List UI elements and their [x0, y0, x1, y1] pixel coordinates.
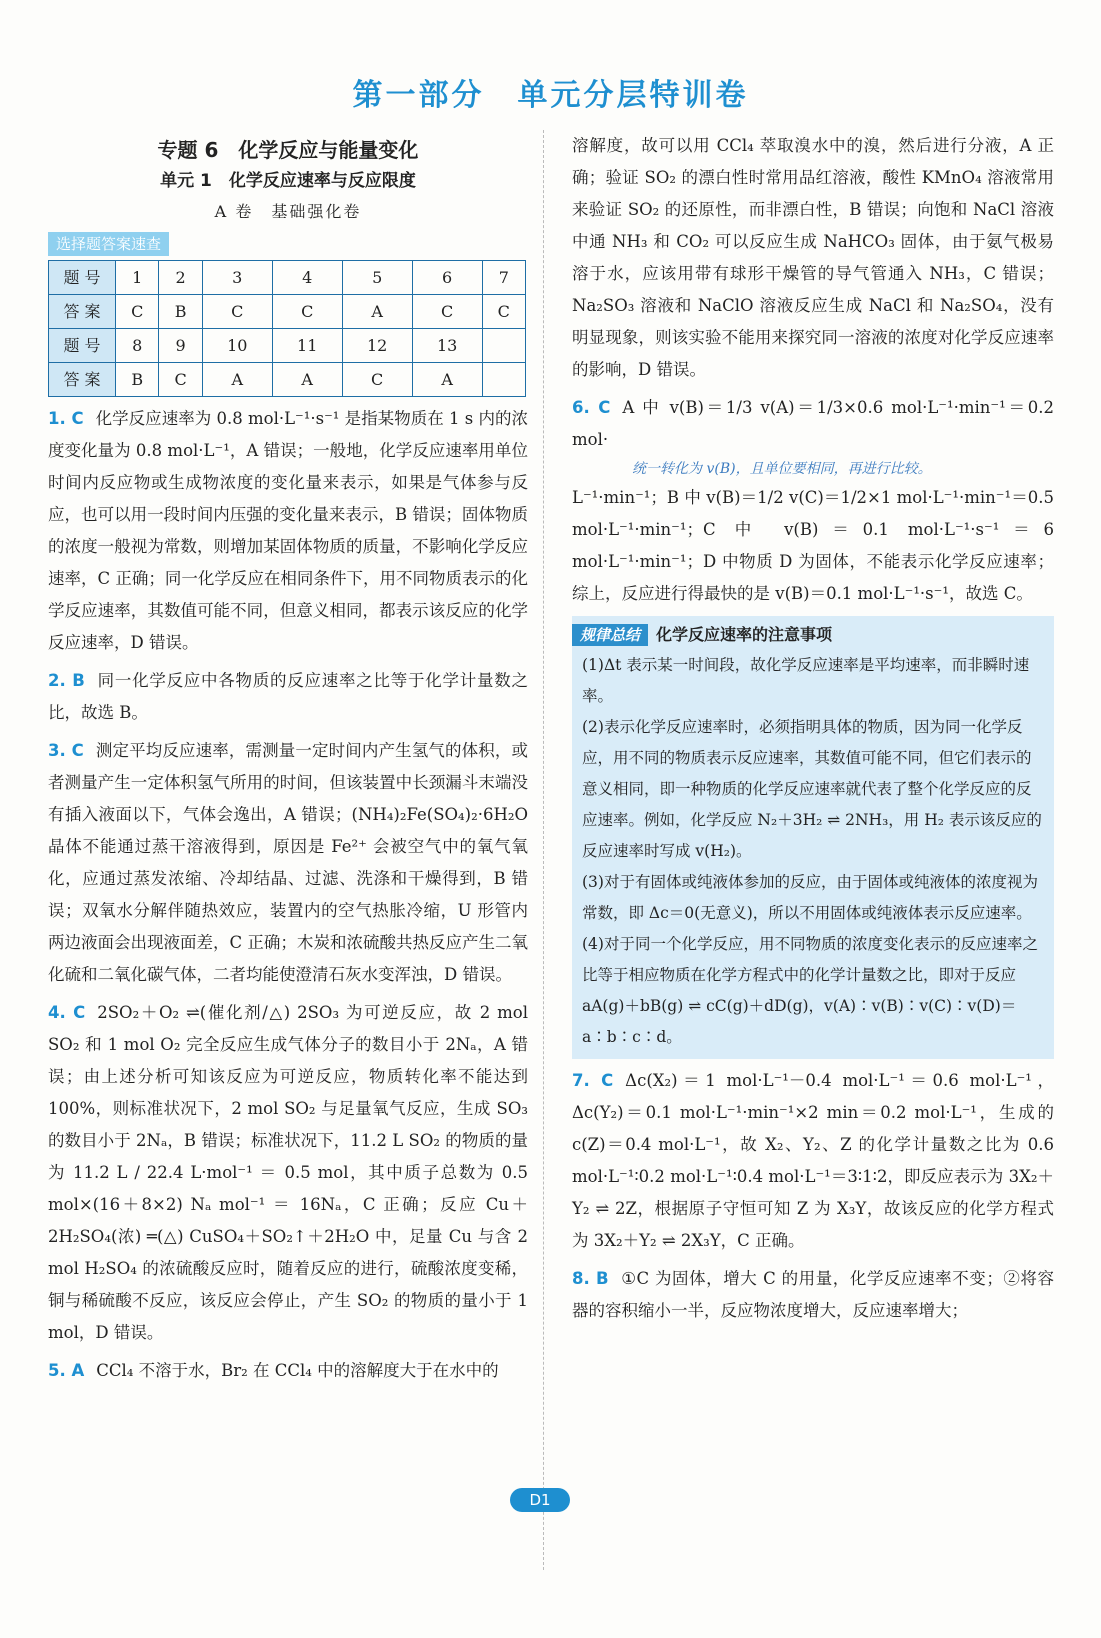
answer-cell: A: [272, 363, 342, 397]
item-number: 4. C: [48, 1003, 86, 1022]
unit-title: 单元 1 化学反应速率与反应限度: [160, 171, 416, 191]
summary-point: (4)对于同一个化学反应，用不同物质的浓度变化表示的反应速率之比等于相应物质在化学方程式中的化学计量数之比，即对于反应 aA(g)＋bB(g) ⇌ cC(g)＋dD(g)，v(A)∶v(B)∶v(C)∶v(D)＝a∶b∶c∶d。: [582, 935, 1038, 1046]
answer-item-7: [572, 1065, 1054, 1257]
item-number: 6. C: [572, 398, 611, 417]
answer-item-8: [572, 1263, 1054, 1327]
row-label: 题 号: [49, 261, 116, 295]
item-text: ①C 为固体，增大 C 的用量，化学反应速率不变；②将容器的容积缩小一半，反应物浓度增大，反应速率增大；: [572, 1269, 1054, 1320]
answer-table: [48, 260, 526, 397]
answer-cell: C: [202, 295, 272, 329]
item-text: 测定平均反应速率，需测量一定时间内产生氢气的体积，或者测量产生一定体积氢气所用的时间，但该装置中长颈漏斗末端没有插入液面以下，气体会逸出，A 错误；(NH₄)₂Fe(SO₄)₂·6H₂O 晶体不能通过蒸干溶液得到，原因是 Fe²⁺ 会被空气中的氧气氧化，应通过蒸发浓缩、冷却结晶、过滤、洗涤和干燥得到，B 错误；双氧水分解伴随热效应，装置内的空气热胀冷缩，U 形管内两边液面会出现液面差，C 正确；木炭和浓硫酸共热反应产生二氧化硫和二氧化碳气体，二者均能使澄清石灰水变浑浊，D 错误。: [48, 741, 528, 984]
answer-item-1: [48, 403, 528, 659]
table-row: [49, 363, 526, 397]
table-row: [49, 261, 526, 295]
answer-cell: C: [482, 295, 525, 329]
answer-item-4: [48, 997, 528, 1349]
item-text: 同一化学反应中各物质的反应速率之比等于化学计量数之比，故选 B。: [48, 671, 529, 722]
question-number: 6: [412, 261, 482, 295]
summary-point: (1)Δt 表示某一时间段，故化学反应速率是平均速率，而非瞬时速率。: [582, 656, 1030, 705]
question-number: 7: [482, 261, 525, 295]
left-column: [48, 130, 528, 1387]
question-number: 11: [272, 329, 342, 363]
question-number: 10: [202, 329, 272, 363]
right-column: [572, 130, 1054, 1327]
item-text: A 中 v(B)＝1/3 v(A)＝1/3×0.6 mol·L⁻¹·min⁻¹＝0.2 mol·: [572, 398, 1054, 449]
item-number: 8. B: [572, 1269, 609, 1288]
table-row: [49, 295, 526, 329]
answer-cell: B: [159, 295, 202, 329]
page-number: D1: [510, 1488, 570, 1512]
item-text: 2SO₂＋O₂ ⇌(催化剂/△) 2SO₃ 为可逆反应，故 2 mol SO₂ 和 1 mol O₂ 完全反应生成气体分子的数目小于 2Nₐ，A 错误；由上述分析可知该反应为可逆反应，物质转化率不能达到 100%，则标准状况下，2 mol SO₂ 与足量氧气反应，生成 SO₃ 的数目小于 2Nₐ，B 错误；标准状况下，11.2 L SO₂ 的物质的量为 11.2 L / 22.4 L·mol⁻¹ ＝ 0.5 mol，其中质子总数为 0.5 mol×(16＋8×2) Nₐ mol⁻¹ ＝ 16Nₐ，C 正确；反应 Cu＋2H₂SO₄(浓) ═(△) CuSO₄＋SO₂↑＋2H₂O 中，足量 Cu 与含 2 mol H₂SO₄ 的浓硫酸反应时，随着反应的进行，硫酸浓度变稀，铜与稀硫酸不反应，该反应会停止，产生 SO₂ 的物质的量小于 1 mol，D 错误。: [48, 1003, 528, 1342]
answer-cell: A: [342, 295, 412, 329]
question-number: [482, 329, 525, 363]
answer-cell: C: [342, 363, 412, 397]
part-banner: 第一部分 单元分层特训卷: [352, 78, 749, 113]
question-number: 12: [342, 329, 412, 363]
item-text: 化学反应速率为 0.8 mol·L⁻¹·s⁻¹ 是指某物质在 1 s 内的浓度变化量为 0.8 mol·L⁻¹，A 错误；一般地，化学反应速率用单位时间内反应物或生成物浓度的变化量来表示，如果是气体参与反应，也可以用一段时间内压强的变化量来表示，B 错误；固体物质的浓度一般视为常数，则增加某固体物质的质量，不影响化学反应速率，C 正确；同一化学反应在相同条件下，用不同物质表示的化学反应速率，其数值可能不同，但意义相同，都表示该反应的化学反应速率，D 错误。: [48, 409, 529, 652]
row-label: 答 案: [49, 295, 116, 329]
answer-item-5-continued: 溶解度，故可以用 CCl₄ 萃取溴水中的溴，然后进行分液，A 正确；验证 SO₂ 的漂白性时常用品红溶液，酸性 KMnO₄ 溶液常用来验证 SO₂ 的还原性，而非漂白性，B 错误；向饱和 NaCl 溶液中通 NH₃ 和 CO₂ 可以反应生成 NaHCO₃ 固体，由于氨气极易溶于水，应该用带有球形干燥管的导气管通入 NH₃，C 错误；Na₂SO₃ 溶液和 NaClO 溶液反应生成 NaCl 和 Na₂SO₄，没有明显现象，则该实验不能用来探究同一溶液的浓度对化学反应速率的影响，D 错误。: [572, 136, 1054, 379]
answer-item-5: [48, 1355, 528, 1387]
item-number: 5. A: [48, 1361, 85, 1380]
answer-table-title: 选择题答案速查: [48, 232, 169, 256]
answer-cell: C: [412, 295, 482, 329]
item-number: 7. C: [572, 1071, 614, 1090]
question-number: 3: [202, 261, 272, 295]
topic-title: 专题 6 化学反应与能量变化: [157, 138, 419, 162]
item-text: CCl₄ 不溶于水，Br₂ 在 CCl₄ 中的溶解度大于在水中的: [96, 1361, 499, 1380]
item-text: L⁻¹·min⁻¹；B 中 v(B)＝1/2 v(C)＝1/2×1 mol·L⁻¹·min⁻¹＝0.5 mol·L⁻¹·min⁻¹；C 中 v(B)＝0.1 mol·L⁻¹·s⁻¹＝6 mol·L⁻¹·min⁻¹；D 中物质 D 为固体，不能表示化学反应速率；综上，反应进行得最快的是 v(B)＝0.1 mol·L⁻¹·s⁻¹，故选 C。: [572, 488, 1054, 603]
question-number: 13: [412, 329, 482, 363]
summary-header: [572, 620, 1044, 650]
answer-item-3: [48, 735, 528, 991]
question-number: 4: [272, 261, 342, 295]
item-number: 2. B: [48, 671, 85, 690]
row-label: 答 案: [49, 363, 116, 397]
handwritten-note: 统一转化为 v(B)，且单位要相同，再进行比较。: [632, 461, 932, 477]
summary-point: (3)对于有固体或纯液体参加的反应，由于固体或纯液体的浓度视为常数，即 Δc＝0(无意义)，所以不用固体或纯液体表示反应速率。: [582, 873, 1038, 922]
question-number: 5: [342, 261, 412, 295]
item-number: 1. C: [48, 409, 84, 428]
question-number: 8: [116, 329, 159, 363]
summary-box: [572, 616, 1054, 1059]
table-row: [49, 329, 526, 363]
answer-cell: B: [116, 363, 159, 397]
question-number: 2: [159, 261, 202, 295]
answer-cell: C: [159, 363, 202, 397]
answer-item-6: [572, 392, 1054, 610]
answer-cell: C: [272, 295, 342, 329]
answer-cell: C: [116, 295, 159, 329]
summary-tag: 规律总结: [572, 624, 648, 646]
column-divider: [543, 130, 544, 1570]
item-number: 3. C: [48, 741, 84, 760]
answer-cell: A: [412, 363, 482, 397]
summary-title: 化学反应速率的注意事项: [656, 625, 833, 644]
volume-title: A 卷 基础强化卷: [214, 202, 362, 221]
row-label: 题 号: [49, 329, 116, 363]
item-text: Δc(X₂)＝1 mol·L⁻¹－0.4 mol·L⁻¹＝0.6 mol·L⁻¹，Δc(Y₂)＝0.1 mol·L⁻¹·min⁻¹×2 min＝0.2 mol·L⁻¹，生成的 c(Z)＝0.4 mol·L⁻¹，故 X₂、Y₂、Z 的化学计量数之比为 0.6 mol·L⁻¹∶0.2 mol·L⁻¹∶0.4 mol·L⁻¹＝3∶1∶2，即反应表示为 3X₂＋Y₂ ⇌ 2Z，根据原子守恒可知 Z 为 X₃Y，故该反应的化学方程式为 3X₂＋Y₂ ⇌ 2X₃Y，C 正确。: [572, 1071, 1054, 1250]
answer-item-2: [48, 665, 528, 729]
answer-cell: [482, 363, 525, 397]
summary-point: (2)表示化学反应速率时，必须指明具体的物质，因为同一化学反应，用不同的物质表示反应速率，其数值可能不同，但它们表示的意义相同，即一种物质的化学反应速率就代表了整个化学反应的反应速率。例如，化学反应 N₂＋3H₂ ⇌ 2NH₃，用 H₂ 表示该反应的反应速率时写成 v(H₂)。: [582, 718, 1042, 860]
question-number: 1: [116, 261, 159, 295]
answer-cell: A: [202, 363, 272, 397]
question-number: 9: [159, 329, 202, 363]
